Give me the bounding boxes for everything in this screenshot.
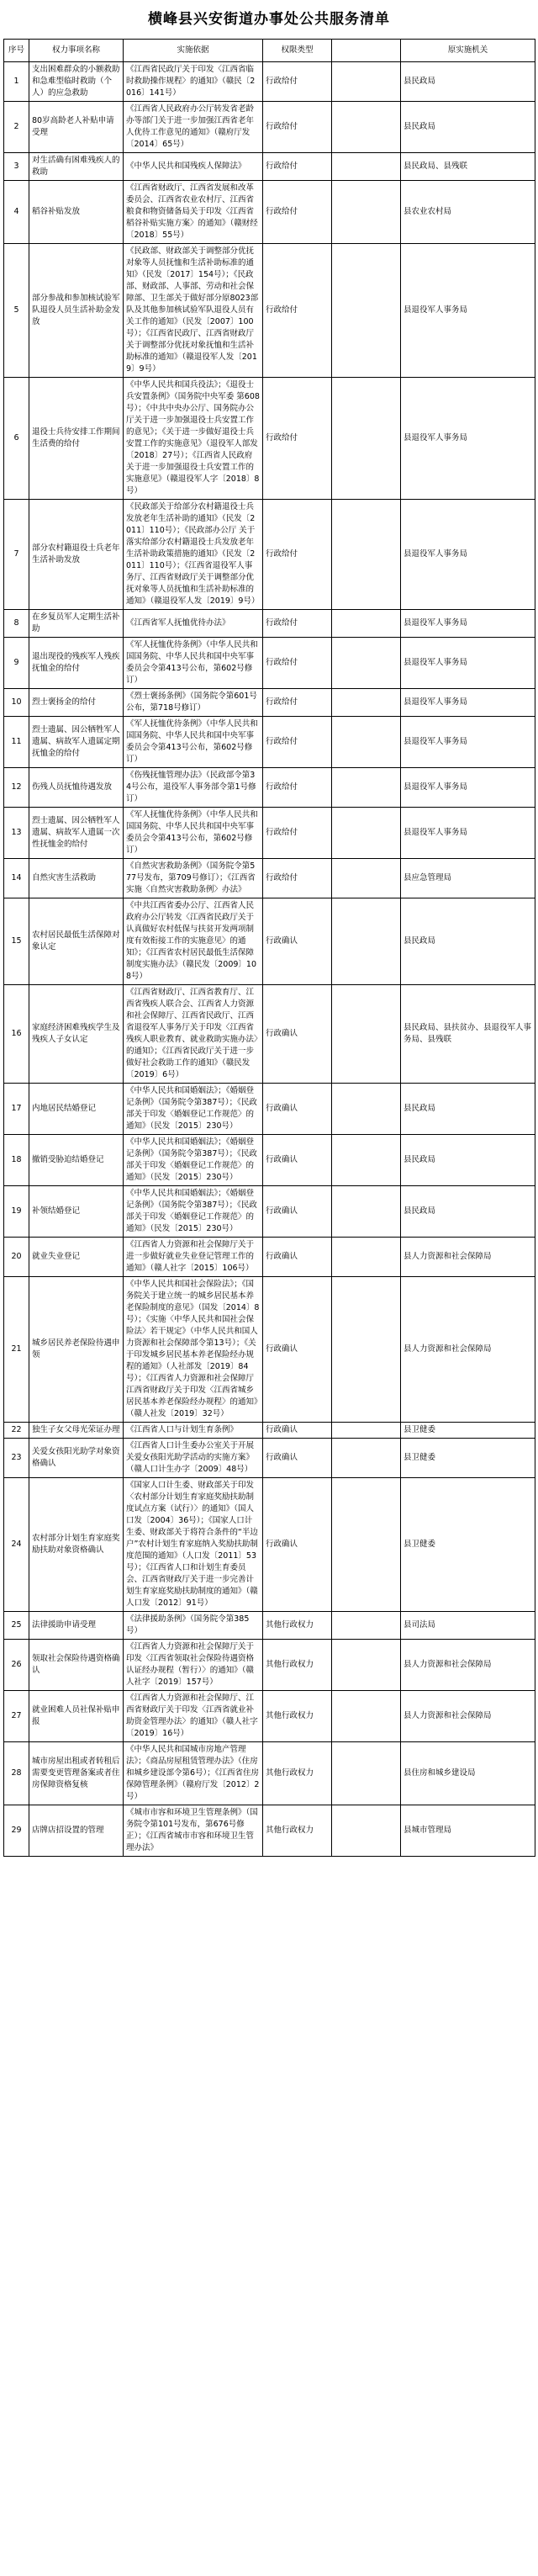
power-type: 行政给付 [263,62,332,102]
implementing-agency: 县退役军人事务局 [401,378,535,500]
legal-basis: 《法律援助条例》（国务院令第385号） [124,1612,263,1640]
item-name: 退出现役的残疾军人残疾抚恤金的给付 [29,638,124,689]
item-name: 独生子女父母光荣证办理 [29,1423,124,1439]
category-cell [332,859,401,898]
power-type: 行政确认 [263,1423,332,1439]
page-title: 横峰县兴安街道办事处公共服务清单 [148,11,390,28]
item-name: 烈士褒扬金的给付 [29,689,124,717]
category-cell [332,808,401,859]
row-number: 7 [4,500,29,610]
implementing-agency: 县卫健委 [401,1478,535,1612]
table-row [4,859,535,898]
legal-basis: 《烈士褒扬条例》（国务院令第601号公布，第718号修订） [124,689,263,717]
power-type: 行政确认 [263,1135,332,1186]
power-type: 行政给付 [263,102,332,153]
category-cell [332,244,401,378]
legal-basis: 《江西省财政厅、江西省发展和改革委员会、江西省农业农村厅、江西省粮食和物资储备局关于印发〈江西省稻谷补贴实施方案〉的通知》（赣财经〔2018〕55号） [124,181,263,244]
implementing-agency: 县民政局 [401,898,535,985]
power-type: 其他行政权力 [263,1742,332,1805]
legal-basis: 《伤残抚恤管理办法》（民政部令第34号公布，退役军人事务部令第1号修订） [124,768,263,808]
legal-basis: 《军人抚恤优待条例》（中华人民共和国国务院、中华人民共和国中央军事委员会令第413号公布，第602号修订） [124,717,263,768]
header-basis: 实施依据 [124,40,263,62]
category-cell [332,1423,401,1439]
legal-basis: 《中华人民共和国城市房地产管理法》；《商品房屋租赁管理办法》（住房和城乡建设部令第6号）；《江西省住房保障管理条例》（赣府厅发〔2012〕2号） [124,1742,263,1805]
table-row [4,181,535,244]
category-cell [332,1612,401,1640]
power-type: 行政给付 [263,638,332,689]
implementing-agency: 县人力资源和社会保障局 [401,1640,535,1691]
row-number: 11 [4,717,29,768]
table-row [4,102,535,153]
power-type: 行政给付 [263,717,332,768]
implementing-agency: 县农业农村局 [401,181,535,244]
power-type: 行政给付 [263,768,332,808]
item-name: 稻谷补贴发放 [29,181,124,244]
category-cell [332,985,401,1084]
implementing-agency: 县人力资源和社会保障局 [401,1691,535,1742]
category-cell [332,62,401,102]
legal-basis: 《自然灾害救助条例》（国务院令第577号发布，第709号修订）；《江西省实施〈自然灾害救助条例〉办法》 [124,859,263,898]
row-number: 29 [4,1805,29,1857]
table-row [4,1135,535,1186]
item-name: 店牌店招设置的管理 [29,1805,124,1857]
item-name: 部分农村籍退役士兵老年生活补助发放 [29,500,124,610]
category-cell [332,1691,401,1742]
item-name: 自然灾害生活救助 [29,859,124,898]
row-number: 22 [4,1423,29,1439]
category-cell [332,717,401,768]
item-name: 烈士遗属、因公牺牲军人遗属、病故军人遗属一次性抚恤金的给付 [29,808,124,859]
item-name: 退役士兵待安排工作期间生活费的给付 [29,378,124,500]
legal-basis: 《中华人民共和国残疾人保障法》 [124,153,263,181]
category-cell [332,181,401,244]
implementing-agency: 县卫健委 [401,1423,535,1439]
table-row [4,1084,535,1135]
row-number: 18 [4,1135,29,1186]
power-type: 其他行政权力 [263,1640,332,1691]
row-number: 1 [4,62,29,102]
legal-basis: 《中华人民共和国兵役法》；《退役士兵安置条例》（国务院中央军委 第608号）；《中共中央办公厅、国务院办公厅关于进一步加强退役士兵安置工作的意见》；《关于进一步做好退役士兵安置工作的实施意见》（退役军人部发〔2018〕27号）；《江西省人民政府关于进一步加强退役士兵安置工作的实施意见》（赣退役军人字〔2018〕8号） [124,378,263,500]
power-type: 行政确认 [263,1084,332,1135]
header-name: 权力事项名称 [29,40,124,62]
legal-basis: 《江西省人力资源和社会保障厅关于进一步做好就业失业登记管理工作的通知》（赣人社字〔2015〕106号） [124,1238,263,1277]
row-number: 9 [4,638,29,689]
row-number: 16 [4,985,29,1084]
legal-basis: 《军人抚恤优待条例》（中华人民共和国国务院、中华人民共和国中央军事委员会令第413号公布，第602号修订） [124,808,263,859]
category-cell [332,610,401,638]
legal-basis: 《江西省财政厅、江西省教育厅、江西省残疾人联合会、江西省人力资源和社会保障厅、江西省民政厅、江西省退役军人事务厅关于印发〈江西省残疾人职业教育、就业救助实施办法〉的通知》；《江西省民政厅关于进一步做好社会救助工作的通知》（赣民发〔2019〕6号） [124,985,263,1084]
item-name: 家庭经济困难残疾学生及残疾人子女认定 [29,985,124,1084]
power-type: 行政给付 [263,244,332,378]
power-type: 行政给付 [263,610,332,638]
table-row [4,689,535,717]
header-type: 权限类型 [263,40,332,62]
legal-basis: 《江西省人口计生委办公室关于开展关爱女孩阳光助学活动的实施方案》（赣人口计生办字〔2009〕48号） [124,1439,263,1478]
item-name: 80岁高龄老人补贴申请受理 [29,102,124,153]
implementing-agency: 县退役军人事务局 [401,768,535,808]
category-cell [332,1805,401,1857]
category-cell [332,768,401,808]
row-number: 17 [4,1084,29,1135]
implementing-agency: 县民政局、县残联 [401,153,535,181]
implementing-agency: 县退役军人事务局 [401,808,535,859]
table-row [4,638,535,689]
category-cell [332,898,401,985]
legal-basis: 《国家人口计生委、财政部关于印发〈农村部分计划生育家庭奖励扶助制度试点方案（试行）〉的通知》（国人口发〔2004〕36号）；《国家人口计生委、财政部关于将符合条件的“半边户”农村计划生育家庭纳入奖励扶助制度范围的通知》（人口发〔2011〕53号）；《江西省人口和计划生育委员会、江西省财政厅关于进一步完善计划生育家庭奖励扶助制度的通知》（赣人口发〔2012〕91号） [124,1478,263,1612]
table-row [4,62,535,102]
legal-basis: 《江西省人口与计划生育条例》 [124,1423,263,1439]
row-number: 15 [4,898,29,985]
category-cell [332,1439,401,1478]
legal-basis: 《中华人民共和国婚姻法》；《婚姻登记条例》（国务院令第387号）；《民政部关于印发〈婚姻登记工作规范〉的通知》（民发〔2015〕230号） [124,1186,263,1238]
table-row [4,808,535,859]
table-row [4,610,535,638]
power-type: 行政确认 [263,1478,332,1612]
power-type: 行政给付 [263,181,332,244]
table-row [4,1238,535,1277]
implementing-agency: 县住房和城乡建设局 [401,1742,535,1805]
row-number: 21 [4,1277,29,1423]
table-row [4,1640,535,1691]
item-name: 内地居民结婚登记 [29,1084,124,1135]
item-name: 支出困难群众的小额救助和急难型临时救助（个人）的应急救助 [29,62,124,102]
legal-basis: 《中华人民共和国婚姻法》；《婚姻登记条例》（国务院令第387号）；《民政部关于印发〈婚姻登记工作规范〉的通知》（民发〔2015〕230号） [124,1135,263,1186]
table-row [4,1277,535,1423]
category-cell [332,1238,401,1277]
table-row [4,1478,535,1612]
implementing-agency: 县退役军人事务局 [401,500,535,610]
category-cell [332,1277,401,1423]
implementing-agency: 县退役军人事务局 [401,610,535,638]
row-number: 2 [4,102,29,153]
table-row [4,985,535,1084]
legal-basis: 《中共江西省委办公厅、江西省人民政府办公厅转发〈江西省民政厅关于认真做好农村低保与扶贫开发两项制度有效衔接工作的实施意见〉的通知》；《江西省农村居民最低生活保障制度实施办法》（赣民发〔2009〕108号） [124,898,263,985]
implementing-agency: 县退役军人事务局 [401,717,535,768]
item-name: 关爱女孩阳光助学对象资格确认 [29,1439,124,1478]
table-row [4,768,535,808]
legal-basis: 《民政部关于给部分农村籍退役士兵发放老年生活补助的通知》（民发〔2011〕110号）；《民政部办公厅 关于落实给部分农村籍退役士兵发放老年生活补助政策措施的通知》（民发〔2011〕110号）；《江西省退役军人事务厅、江西省财政厅关于调整部分优抚对象等人员抚恤和生活补助标准的通知》（赣退役军人发〔2019〕9号） [124,500,263,610]
implementing-agency: 县民政局 [401,1186,535,1238]
row-number: 19 [4,1186,29,1238]
implementing-agency: 县民政局 [401,102,535,153]
implementing-agency: 县退役军人事务局 [401,689,535,717]
item-name: 农村居民最低生活保障对象认定 [29,898,124,985]
category-cell [332,1186,401,1238]
power-type: 其他行政权力 [263,1612,332,1640]
category-cell [332,689,401,717]
row-number: 27 [4,1691,29,1742]
row-number: 20 [4,1238,29,1277]
power-type: 行政给付 [263,808,332,859]
item-name: 领取社会保险待遇资格确认 [29,1640,124,1691]
power-type: 行政给付 [263,500,332,610]
table-row [4,244,535,378]
table-row [4,717,535,768]
table-row [4,1691,535,1742]
implementing-agency: 县民政局 [401,62,535,102]
implementing-agency: 县退役军人事务局 [401,638,535,689]
service-list-table [3,39,535,1857]
implementing-agency: 县人力资源和社会保障局 [401,1238,535,1277]
implementing-agency: 县应急管理局 [401,859,535,898]
item-name: 伤残人员抚恤待遇发放 [29,768,124,808]
legal-basis: 《江西省人民政府办公厅转发省老龄办等部门关于进一步加强江西省老年人优待工作意见的通知》（赣府厅发〔2014〕65号） [124,102,263,153]
row-number: 4 [4,181,29,244]
category-cell [332,1478,401,1612]
legal-basis: 《中华人民共和国社会保险法》；《国务院关于建立统一的城乡居民基本养老保险制度的意见》（国发〔2014〕8号）；《实施〈中华人民共和国社会保险法〉若干规定》（中华人民共和国人力资源和社会保障部令第13号）；《关于印发城乡居民基本养老保险经办规程的通知》（人社部发〔2019〕84号）；《江西省人力资源和社会保障厅江西省财政厅关于印发〈江西省城乡居民基本养老保险经办规程〉的通知》（赣人社发〔2019〕32号） [124,1277,263,1423]
power-type: 行政给付 [263,378,332,500]
power-type: 行政确认 [263,1186,332,1238]
implementing-agency: 县民政局 [401,1084,535,1135]
row-number: 25 [4,1612,29,1640]
power-type: 行政给付 [263,153,332,181]
category-cell [332,1135,401,1186]
category-cell [332,378,401,500]
legal-basis: 《江西省人力资源和社会保障厅关于印发〈江西省领取社会保险待遇资格认证经办规程（暂行）〉的通知》（赣人社字〔2019〕157号） [124,1640,263,1691]
row-number: 3 [4,153,29,181]
item-name: 农村部分计划生育家庭奖励扶助对象资格确认 [29,1478,124,1612]
legal-basis: 《中华人民共和国婚姻法》；《婚姻登记条例》（国务院令第387号）；《民政部关于印发〈婚姻登记工作规范〉的通知》（民发〔2015〕230号） [124,1084,263,1135]
table-row [4,1423,535,1439]
implementing-agency: 县卫健委 [401,1439,535,1478]
implementing-agency: 县民政局 [401,1135,535,1186]
row-number: 12 [4,768,29,808]
power-type: 其他行政权力 [263,1805,332,1857]
category-cell [332,102,401,153]
table-header-row [4,40,535,62]
row-number: 14 [4,859,29,898]
implementing-agency: 县人力资源和社会保障局 [401,1277,535,1423]
item-name: 就业困难人员社保补贴申报 [29,1691,124,1742]
power-type: 行政确认 [263,1277,332,1423]
item-name: 对生活确有困难残疾人的救助 [29,153,124,181]
category-cell [332,500,401,610]
row-number: 13 [4,808,29,859]
row-number: 8 [4,610,29,638]
item-name: 补领结婚登记 [29,1186,124,1238]
category-cell [332,153,401,181]
power-type: 行政确认 [263,985,332,1084]
power-type: 其他行政权力 [263,1691,332,1742]
implementing-agency: 县退役军人事务局 [401,244,535,378]
category-cell [332,638,401,689]
category-cell [332,1742,401,1805]
item-name: 城乡居民养老保险待遇申领 [29,1277,124,1423]
item-name: 撤销受胁迫结婚登记 [29,1135,124,1186]
legal-basis: 《江西省军人抚恤优待办法》 [124,610,263,638]
item-name: 就业失业登记 [29,1238,124,1277]
legal-basis: 《城市市容和环境卫生管理条例》（国务院令第101号发布，第676号修正）；《江西省城市市容和环境卫生管理办法》 [124,1805,263,1857]
implementing-agency: 县城市管理局 [401,1805,535,1857]
row-number: 26 [4,1640,29,1691]
power-type: 行政确认 [263,898,332,985]
table-row [4,500,535,610]
legal-basis: 《军人抚恤优待条例》（中华人民共和国国务院、中华人民共和国中央军事委员会令第413号公布，第602号修订） [124,638,263,689]
item-name: 烈士遗属、因公牺牲军人遗属、病故军人遗属定期抚恤金的给付 [29,717,124,768]
power-type: 行政确认 [263,1238,332,1277]
table-row [4,1186,535,1238]
implementing-agency: 县民政局、县扶贫办、县退役军人事务局、县残联 [401,985,535,1084]
category-cell [332,1640,401,1691]
table-row [4,1742,535,1805]
header-blank [332,40,401,62]
row-number: 28 [4,1742,29,1805]
row-number: 5 [4,244,29,378]
row-number: 24 [4,1478,29,1612]
item-name: 法律援助申请受理 [29,1612,124,1640]
header-org: 原实施机关 [401,40,535,62]
power-type: 行政给付 [263,689,332,717]
row-number: 23 [4,1439,29,1478]
table-row [4,378,535,500]
row-number: 6 [4,378,29,500]
header-no: 序号 [4,40,29,62]
legal-basis: 《江西省人力资源和社会保障厅、江西省财政厅关于印发〈江西省就业补助资金管理办法〉的通知》（赣人社字〔2019〕16号） [124,1691,263,1742]
power-type: 行政给付 [263,859,332,898]
category-cell [332,1084,401,1135]
row-number: 10 [4,689,29,717]
legal-basis: 《江西省民政厅关于印发〈江西省临时救助操作规程〉的通知》（赣民〔2016〕141号） [124,62,263,102]
item-name: 城市房屋出租或者转租后需要变更管理备案或者住房保障资格复核 [29,1742,124,1805]
table-row [4,1439,535,1478]
implementing-agency: 县司法局 [401,1612,535,1640]
table-row [4,898,535,985]
table-row [4,1805,535,1857]
table-row [4,1612,535,1640]
item-name: 在乡复员军人定期生活补助 [29,610,124,638]
table-row [4,153,535,181]
legal-basis: 《民政部、财政部关于调整部分优抚对象等人员抚恤和生活补助标准的通知》（民发〔2017〕154号）；《民政部、财政部、人事部、劳动和社会保障部、卫生部关于做好部分原8023部队及其他参加核试验军队退役人员有关工作的通知》（民发〔2007〕100号）；《江西省民政厅、江西省财政厅关于调整部分优抚对象抚恤和生活补助标准的通知》（赣退役军人发〔2019〕9号） [124,244,263,378]
power-type: 行政确认 [263,1439,332,1478]
item-name: 部分参战和参加核试验军队退役人员生活补助金发放 [29,244,124,378]
